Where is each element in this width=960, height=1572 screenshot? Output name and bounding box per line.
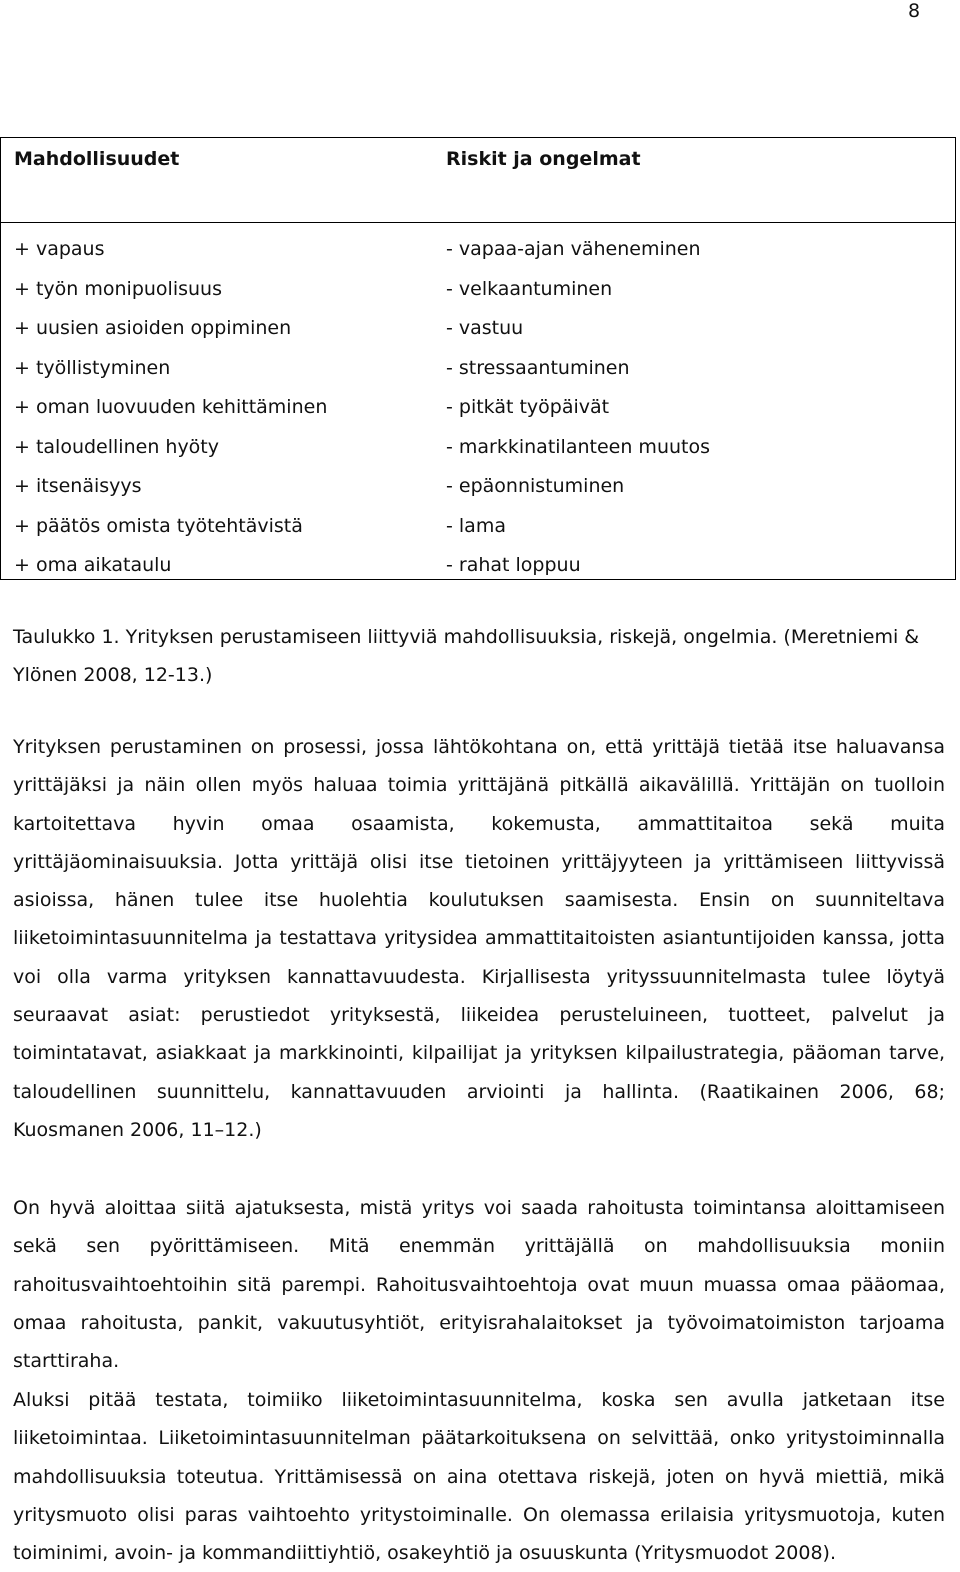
table-row bbox=[1, 395, 955, 435]
header-risks: Riskit ja ongelmat bbox=[446, 148, 641, 170]
table-row bbox=[1, 435, 955, 475]
table-row bbox=[1, 356, 955, 396]
opportunity-cell: + uusien asioiden oppiminen bbox=[14, 317, 292, 339]
opportunity-cell: + oma aikataulu bbox=[14, 554, 172, 576]
opportunity-cell: + päätös omista työtehtävistä bbox=[14, 514, 303, 537]
table-caption: Taulukko 1. Yrityksen perustamiseen liittyviä mahdollisuuksia, riskejä, ongelmia. (Meretniemi & Ylönen 2008, 12-13.) bbox=[13, 626, 920, 686]
table-row bbox=[1, 277, 955, 317]
page-number: 8 bbox=[908, 0, 921, 22]
header-opportunities: Mahdollisuudet bbox=[14, 148, 180, 170]
risk-cell: - rahat loppuu bbox=[446, 554, 581, 576]
table-row bbox=[1, 514, 955, 554]
opportunities-risks-table bbox=[0, 137, 956, 580]
table-row bbox=[1, 316, 955, 356]
risk-cell: - epäonnistuminen bbox=[446, 475, 625, 497]
opportunity-cell: + itsenäisyys bbox=[14, 475, 142, 497]
body-paragraph: On hyvä aloittaa siitä ajatuksesta, mistä yritys voi saada rahoitusta toimintansa aloittamiseen sekä sen pyörittämiseen. Mitä enemmän yrittäjällä on mahdollisuuksia moniin rahoitusvaihtoehtoihin sitä parempi. Rahoitusvaihtoehtoja ovat muun muassa omaa pääomaa, omaa rahoitusta, pankit, vakuutusyhtiöt, erityisrahalaitokset ja työvoimatoimiston tarjoama starttiraha. bbox=[13, 1197, 945, 1373]
risk-cell: - lama bbox=[446, 514, 506, 537]
table-row bbox=[1, 553, 955, 593]
body-paragraph: Yrityksen perustaminen on prosessi, jossa lähtökohtana on, että yrittäjä tietää itse haluavansa yrittäjäksi ja näin ollen myös haluaa toimia yrittäjänä pitkällä aikavälillä. Yrittäjän on tuolloin kartoitettava hyvin omaa osaamista, kokemusta, ammattitaitoa sekä muita yrittäjäominaisuuksia. Jotta yrittäjä olisi itse tietoinen yrittäjyyteen ja yrittämiseen liittyvissä asioissa, hänen tulee itse huolehtia koulutuksen saamisesta. Ensin on suunniteltava liiketoimintasuunnitelma ja testattava yritysidea ammattitaitoisten asiantuntijoiden kanssa, jotta voi olla varma yrityksen kannattavuudesta. Kirjallisesta yrityssuunnitelmasta tulee löytyä seuraavat asiat: perustiedot yrityksestä, liikeidea perusteluineen, tuotteet, palvelut ja toimintatavat, asiakkaat ja markkinointi, kilpailijat ja yrityksen kilpailustrategia, pääoman tarve, taloudellinen suunnittelu, kannattavuuden arviointi ja hallinta. (Raatikainen 2006, 68; Kuosmanen 2006, 11–12.) bbox=[13, 736, 945, 1141]
table-body bbox=[1, 223, 955, 593]
risk-cell: - markkinatilanteen muutos bbox=[446, 435, 710, 458]
risk-cell: - velkaantuminen bbox=[446, 277, 613, 300]
opportunity-cell: + työn monipuolisuus bbox=[14, 277, 222, 300]
risk-cell: - vapaa-ajan väheneminen bbox=[446, 238, 701, 260]
opportunity-cell: + taloudellinen hyöty bbox=[14, 435, 220, 458]
table-header-row bbox=[1, 138, 955, 223]
table-row bbox=[1, 474, 955, 514]
risk-cell: - pitkät työpäivät bbox=[446, 396, 610, 418]
opportunity-cell: + työllistyminen bbox=[14, 356, 171, 379]
body-paragraph: Aluksi pitää testata, toimiiko liiketoimintasuunnitelma, koska sen avulla jatketaan itse liiketoimintaa. Liiketoimintasuunnitelman päätarkoituksena on selvittää, onko yritystoiminnalla mahdollisuuksia toteutua. Yrittämisessä on aina otettava riskejä, joten on hyvä miettiä, mikä yritysmuoto olisi paras vaihtoehto yritystoiminalle. On olemassa erilaisia yritysmuotoja, kuten toiminimi, avoin- ja kommandiittiyhtiö, osakeyhtiö ja osuuskunta (Yritysmuodot 2008). bbox=[13, 1389, 945, 1565]
table-row bbox=[1, 237, 955, 277]
risk-cell: - vastuu bbox=[446, 317, 524, 339]
risk-cell: - stressaantuminen bbox=[446, 356, 630, 379]
opportunity-cell: + oman luovuuden kehittäminen bbox=[14, 396, 328, 418]
opportunity-cell: + vapaus bbox=[14, 238, 105, 260]
